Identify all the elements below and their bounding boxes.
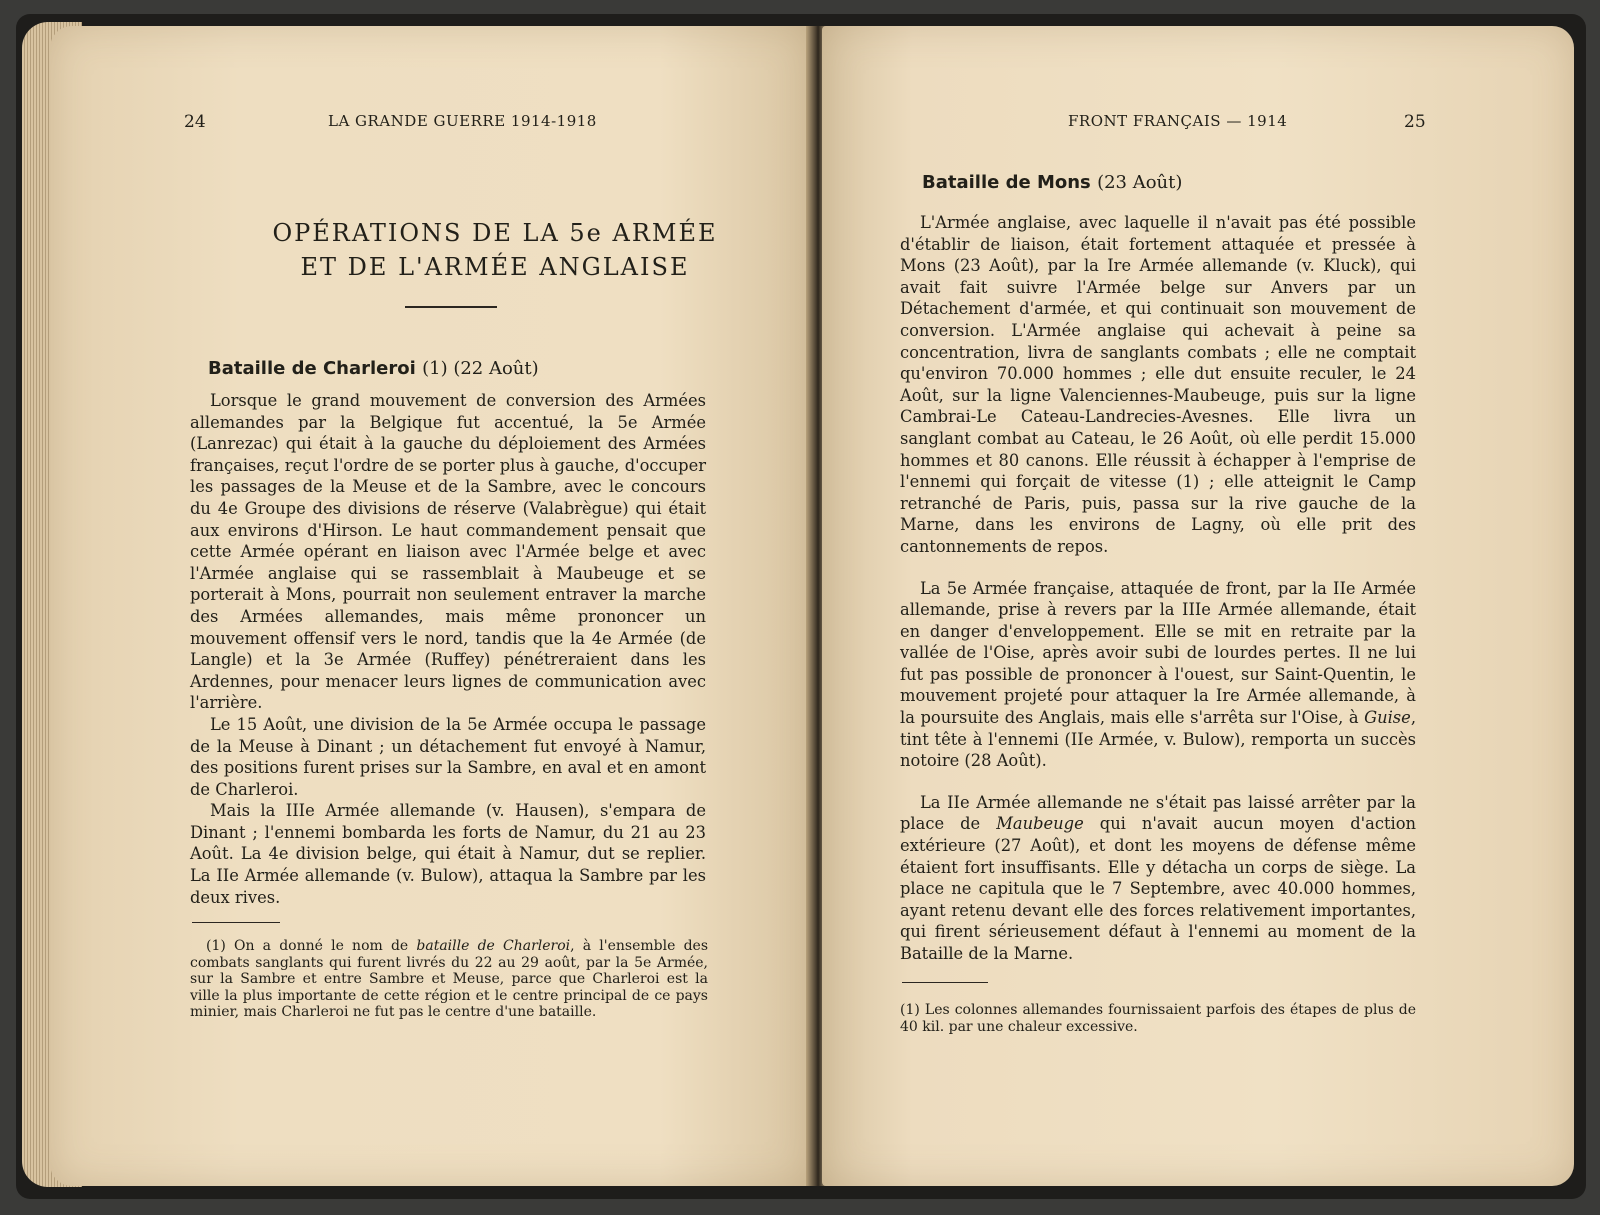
paragraph: Mais la IIIe Armée allemande (v. Hausen), s'empara de Dinant ; l'ennemi bombarda les forts de Namur, du 21 au 23 Août. La 4e division belge, qui était à Namur, dut se replier. La IIe Armée allemande (v. Bulow), attaqua la Sambre par les deux rives.	[190, 801, 706, 907]
left-footnote	[190, 938, 708, 1021]
section-heading-charleroi	[208, 358, 539, 379]
paragraph-italic: Guise	[1364, 708, 1411, 728]
section-heading-date: (1) (22 Août)	[422, 358, 539, 379]
left-page-number: 24	[184, 112, 206, 132]
footnote-text: (1) On a donné le nom de	[206, 938, 417, 954]
chapter-title-line-2: ET DE L'ARMÉE ANGLAISE	[300, 253, 690, 281]
paragraph: Le 15 Août, une division de la 5e Armée occupa le passage de la Meuse à Dinant ; un détachement fut envoyé à Namur, des positions furent prises sur la Sambre, en aval et en amont de Charleroi.	[190, 714, 706, 799]
section-heading-text: Bataille de Charleroi	[208, 358, 416, 379]
paragraph-italic: Maubeuge	[996, 814, 1084, 834]
paragraph-text: La 5e Armée française, attaquée de front, par la IIe Armée allemande, prise à revers par la IIIe Armée allemande, était en danger d'enveloppement. Elle se mit en retraite par la vallée de l'Oise, après avoir subi de lourdes pertes. Il ne lui fut pas possible de prononcer à l'ouest, sur Saint-Quentin, le mouvement projeté pour attaquer la Ire Armée allemande, à la poursuite des Anglais, mais elle s'arrêta sur l'Oise, à	[900, 578, 1416, 728]
chapter-title	[260, 216, 730, 284]
paragraph-text: , tint tête à l'ennemi (IIe Armée, v. Bulow), remporta un succès notoire (28 Août).	[900, 708, 1416, 771]
section-heading-mons	[922, 172, 1182, 193]
left-body-text	[190, 390, 706, 908]
paragraph: Lorsque le grand mouvement de conversion des Armées allemandes par la Belgique fut accentué, la 5e Armée (Lanrezac) qui était à la gauche du déploiement des Armées françaises, reçut l'ordre de se porter plus à gauche, d'occuper les passages de la Meuse et de la Sambre, avec le concours du 4e Groupe des divisions de réserve (Valabrègue) qui était aux environs d'Hirson. Le haut commandement pensait que cette Armée opérant en liaison avec l'Armée belge et avec l'Armée anglaise qui se rassemblait à Maubeuge et se porterait à Mons, pourrait non seulement entraver la marche des Armées allemandes, mais même prononcer un mouvement offensif vers le nord, tandis que la 4e Armée (de Langle) et la 3e Armée (Ruffey) pénétreraient dans les Ardennes, pour menacer leurs lignes de communication avec l'arrière.	[190, 391, 706, 713]
right-body-text	[900, 212, 1416, 965]
section-heading-date: (23 Août)	[1097, 172, 1183, 193]
paragraph-text: La IIe Armée allemande ne s'était pas laissé arrêter par la place de	[900, 792, 1416, 834]
paragraph-text: qui n'avait aucun moyen d'action extérieure (27 Août), et dont les moyens de défense même étaient fort insuffisants. Elle y détacha un corps de siège. La place ne capitula que le 7 Septembre, avec 40.000 hommes, ayant retenu devant elle des forces relativement importantes, qui firent sérieusement défaut à l'ennemi au moment de la Bataille de la Marne.	[900, 814, 1417, 963]
paragraph	[900, 578, 1416, 772]
paragraph: L'Armée anglaise, avec laquelle il n'avait pas été possible d'établir de liaison, était fortement attaquée et pressée à Mons (23 Août), par la Ire Armée allemande (v. Kluck), qui avait fait suivre l'Armée belge sur Anvers par un Détachement d'armée, et qui continuait son mouvement de conversion. L'Armée anglaise qui achevait à peine sa concentration, livra de sanglants combats ; elle ne comptait qu'environ 70.000 hommes ; elle dut ensuite reculer, le 24 Août, sur la ligne Valenciennes-Maubeuge, puis sur la ligne Cambrai-Le Cateau-Landrecies-Avesnes. Elle livra un sanglant combat au Cateau, le 26 Août, où elle perdit 15.000 hommes et 80 canons. Elle réussit à échapper à l'emprise de l'ennemi qui forçait de vitesse (1) ; elle atteignit le Camp retranché de Paris, puis, passa sur la rive gauche de la Marne, dans les environs de Lagny, où elle prit des cantonnements de repos.	[900, 213, 1416, 556]
paragraph	[900, 792, 1416, 965]
chapter-title-line-1: OPÉRATIONS DE LA 5e ARMÉE	[272, 219, 718, 247]
right-running-header: FRONT FRANÇAIS — 1914	[1068, 112, 1288, 130]
right-page	[822, 26, 1574, 1186]
title-rule	[405, 306, 497, 308]
right-footnote: (1) Les colonnes allemandes fournissaient parfois des étapes de plus de 40 kil. par une chaleur excessive.	[900, 1002, 1416, 1035]
footnote-rule	[902, 982, 988, 983]
right-page-number: 25	[1404, 112, 1426, 132]
left-running-header: LA GRANDE GUERRE 1914-1918	[328, 112, 597, 130]
footnote-text: , à l'ensemble des combats sanglants qui furent livrés du 22 au 29 août, par la 5e Armée, sur la Sambre et entre Sambre et Meuse, parce que Charleroi est la ville la plus importante de cette région et le centre principal de ce pays minier, mais Charleroi ne fut pas le centre d'une bataille.	[190, 938, 709, 1020]
section-heading-text: Bataille de Mons	[922, 172, 1091, 193]
left-page	[50, 26, 812, 1186]
footnote-italic: bataille de Charleroi	[416, 938, 571, 954]
footnote-rule	[192, 922, 280, 923]
